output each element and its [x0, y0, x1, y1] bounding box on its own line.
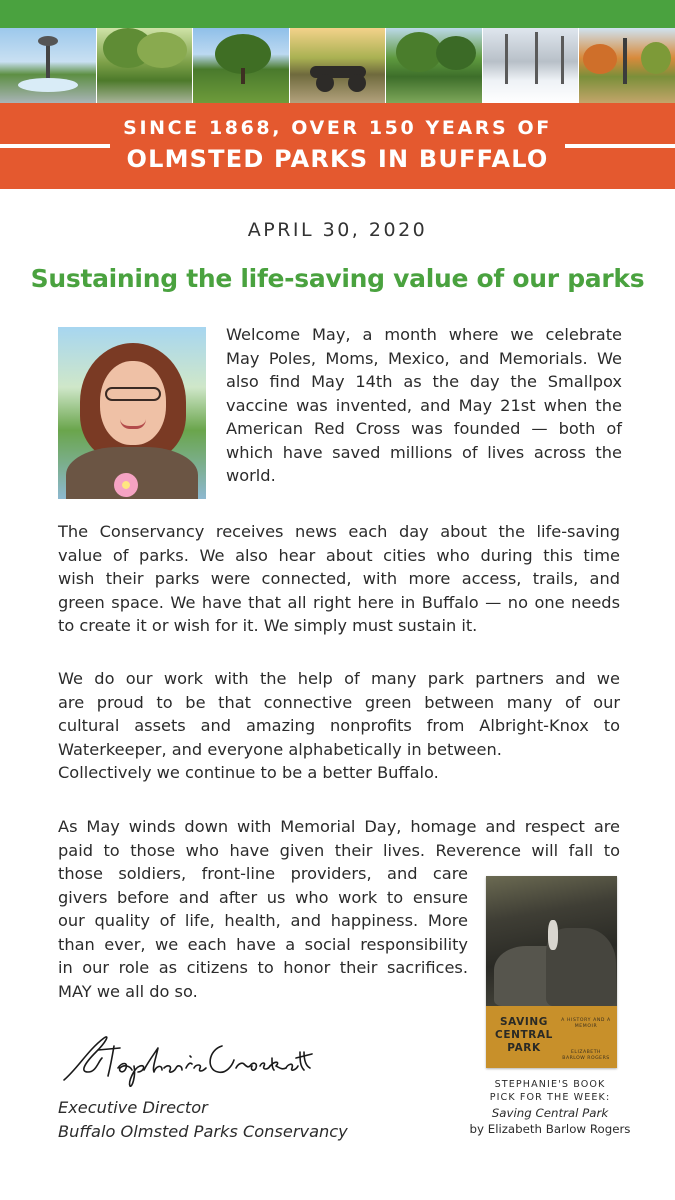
- para1-line: Welcome May, a month where we celebrate: [226, 325, 622, 344]
- letter-paragraph-1: [226, 323, 622, 488]
- book-pick-title: Saving Central Park: [491, 1106, 609, 1120]
- para1-line: May Poles, Moms, Mexico, and Memorials. We: [226, 348, 622, 368]
- para1-line: vaccine was invented, and May 21st when the: [226, 395, 622, 415]
- photo-strip: [0, 28, 675, 103]
- para3-line: We do our work with the help of many park partners and we: [58, 669, 620, 688]
- para3-line: Collectively we continue to be a better Buffalo.: [58, 763, 439, 782]
- para2-line: green space. We have that all right here in Buffalo — no one needs: [58, 592, 620, 612]
- park-fountain-photo: [0, 28, 97, 103]
- author-title-block: [58, 1096, 418, 1144]
- banner-title: OLMSTED PARKS IN BUFFALO: [126, 145, 549, 173]
- para2-line: The Conservancy receives news each day about the life-saving: [58, 522, 620, 541]
- park-autumn-photo: [579, 28, 675, 103]
- book-cover-figure: [548, 920, 558, 950]
- author-portrait-photo: [58, 327, 206, 499]
- book-cover-author: ELIZABETH BARLOW ROGERS: [562, 1050, 610, 1061]
- portrait-flower: [114, 473, 138, 497]
- para4-line: paid to those who have given their lives. Reverence will fall to: [58, 840, 620, 860]
- top-green-bar: [0, 0, 675, 28]
- para3-line: Waterkeeper, and everyone alphabetically in between.: [58, 739, 502, 759]
- park-oak-tree-photo: [193, 28, 290, 103]
- para1-line: world.: [226, 466, 276, 485]
- para3-line: are proud to be that connective green between many of our: [58, 692, 620, 712]
- park-snow-photo: [483, 28, 580, 103]
- park-lawn-photo: [386, 28, 483, 103]
- para2-line: wish their parks were connected, with more access, trails, and: [58, 569, 620, 588]
- book-pick-heading: STEPHANIE'S BOOK: [494, 1079, 606, 1090]
- book-pick-caption: [462, 1078, 638, 1137]
- para4-line: our quality of life, health, and happiness. More: [58, 911, 468, 930]
- park-pond-photo: [97, 28, 194, 103]
- book-pick-heading: PICK FOR THE WEEK:: [489, 1092, 611, 1103]
- para4-line: givers before and after us who work to ensure: [58, 887, 468, 907]
- para2-line: to create it or wish for it. We simply must sustain it.: [58, 616, 478, 635]
- book-cover-title: SAVING CENTRAL PARK: [495, 1016, 553, 1054]
- book-cover-subtitle: A HISTORY AND A MEMOIR: [561, 1018, 611, 1029]
- para1-line: which have saved millions of lives across the: [226, 442, 622, 462]
- author-organization: Buffalo Olmsted Parks Conservancy: [58, 1122, 348, 1141]
- para4-line: MAY we all do so.: [58, 981, 198, 1001]
- para4-line: in our role as citizens to honor their sacrifices.: [58, 958, 468, 977]
- letter-date: APRIL 30, 2020: [247, 219, 428, 241]
- handwritten-signature: [58, 1028, 316, 1090]
- book-pick-author: by Elizabeth Barlow Rogers: [469, 1122, 631, 1136]
- park-cannon-photo: [290, 28, 387, 103]
- banner-tagline: SINCE 1868, OVER 150 YEARS OF: [123, 117, 552, 139]
- letter-paragraph-2: [58, 520, 620, 638]
- author-role: Executive Director: [58, 1098, 208, 1117]
- para4-line: than ever, we each have a social responsibility: [58, 934, 468, 954]
- letter-paragraph-3: [58, 667, 620, 785]
- para4-line: As May winds down with Memorial Day, homage and respect are: [58, 817, 620, 836]
- portrait-face: [100, 361, 166, 445]
- para1-line: also find May 14th as the day the Smallpox: [226, 372, 622, 391]
- para4-line: those soldiers, front-line providers, and care: [58, 864, 468, 883]
- para3-line: cultural assets and amazing nonprofits from Albright-Knox to: [58, 716, 620, 735]
- book-cover-image: [486, 876, 617, 1068]
- letter-headline: Sustaining the life-saving value of our parks: [30, 264, 645, 293]
- portrait-glasses: [105, 387, 161, 401]
- para2-line: value of parks. We also hear about cities who during this time: [58, 545, 620, 565]
- para1-line: American Red Cross was founded — both of: [226, 419, 622, 438]
